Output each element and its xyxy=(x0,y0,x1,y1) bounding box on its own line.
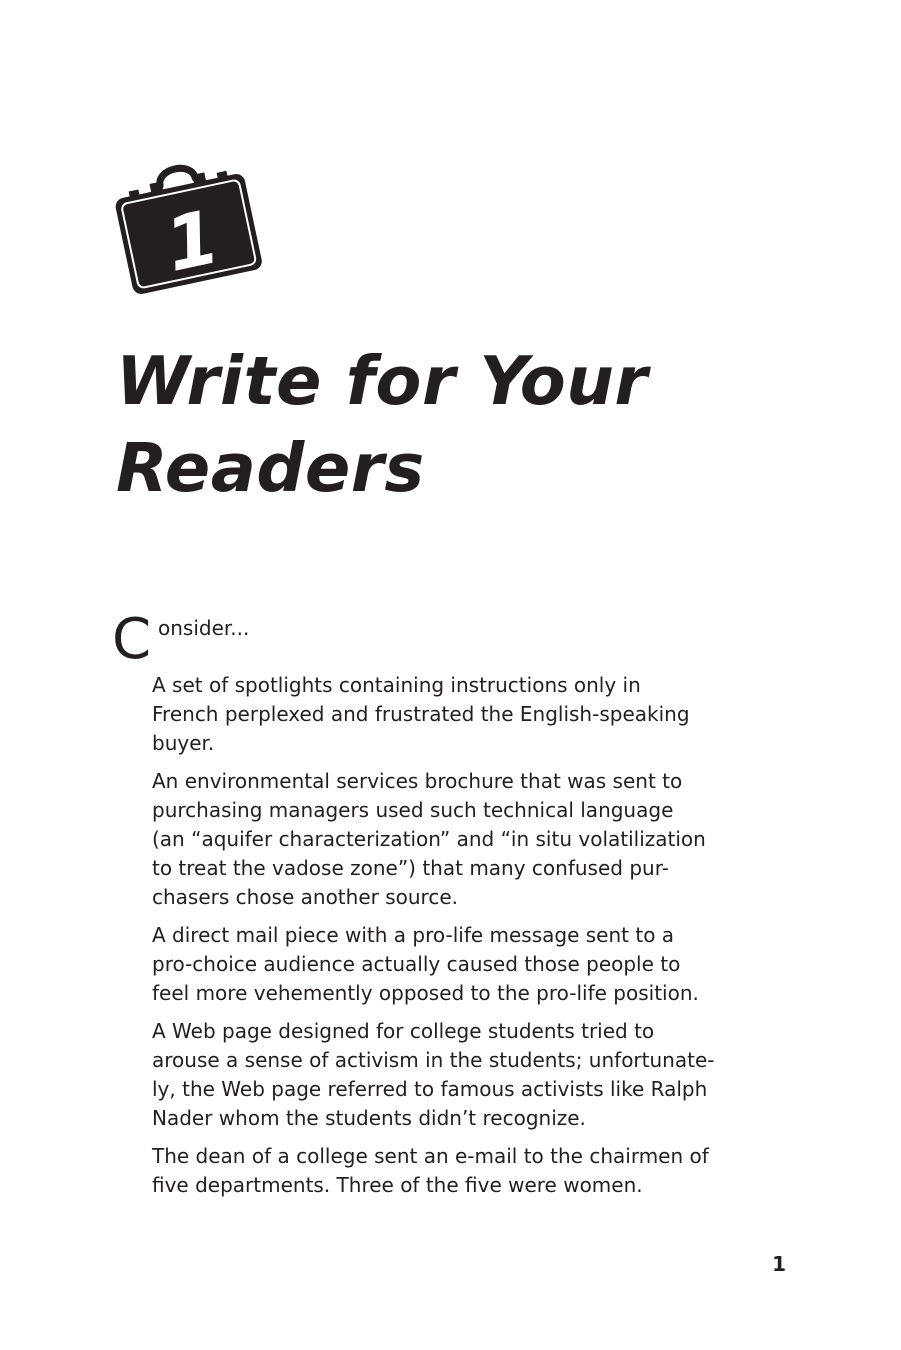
text-line: chasers chose another source. xyxy=(152,885,458,909)
drop-cap: C xyxy=(112,607,152,672)
text-line: ly, the Web page referred to famous activists like Ralph xyxy=(152,1077,708,1101)
text-line: A direct mail piece with a pro-life message sent to a xyxy=(152,923,675,947)
text-line: An environmental services brochure that was sent to xyxy=(152,769,683,793)
text-line: purchasing managers used such technical language xyxy=(152,798,674,822)
text-line: pro-choice audience actually caused those people to xyxy=(152,952,681,976)
text-line: The dean of a college sent an e-mail to the chairmen of xyxy=(152,1144,709,1168)
chapter-number: 1 xyxy=(158,193,227,289)
chapter-title-line-1: Write for Your xyxy=(116,342,648,420)
briefcase-chapter-badge xyxy=(108,150,278,300)
example-list xyxy=(152,671,752,1209)
briefcase-icon xyxy=(108,150,278,300)
example-paragraph xyxy=(152,921,752,1008)
chapter-title xyxy=(116,338,816,512)
text-line: A Web page designed for college students tried to xyxy=(152,1019,655,1043)
example-paragraph xyxy=(152,1017,752,1133)
text-line: A set of spotlights containing instructions only in xyxy=(152,673,641,697)
example-paragraph xyxy=(152,767,752,912)
page-number: 1 xyxy=(772,1252,786,1276)
chapter-title-line-2: Readers xyxy=(116,429,425,507)
text-line: (an “aquifer characterization” and “in situ volatilization xyxy=(152,827,706,851)
text-line: to treat the vadose zone”) that many confused pur- xyxy=(152,856,669,880)
text-line: feel more vehemently opposed to the pro-life position. xyxy=(152,981,699,1005)
text-line: Nader whom the students didn’t recognize. xyxy=(152,1106,586,1130)
intro-paragraph xyxy=(112,607,412,672)
intro-text: onsider... xyxy=(158,616,250,640)
example-paragraph xyxy=(152,671,752,758)
text-line: buyer. xyxy=(152,731,215,755)
example-paragraph xyxy=(152,1142,752,1200)
text-line: French perplexed and frustrated the English-speaking xyxy=(152,702,690,726)
text-line: arouse a sense of activism in the students; unfortunate- xyxy=(152,1048,715,1072)
text-line: five departments. Three of the five were women. xyxy=(152,1173,643,1197)
